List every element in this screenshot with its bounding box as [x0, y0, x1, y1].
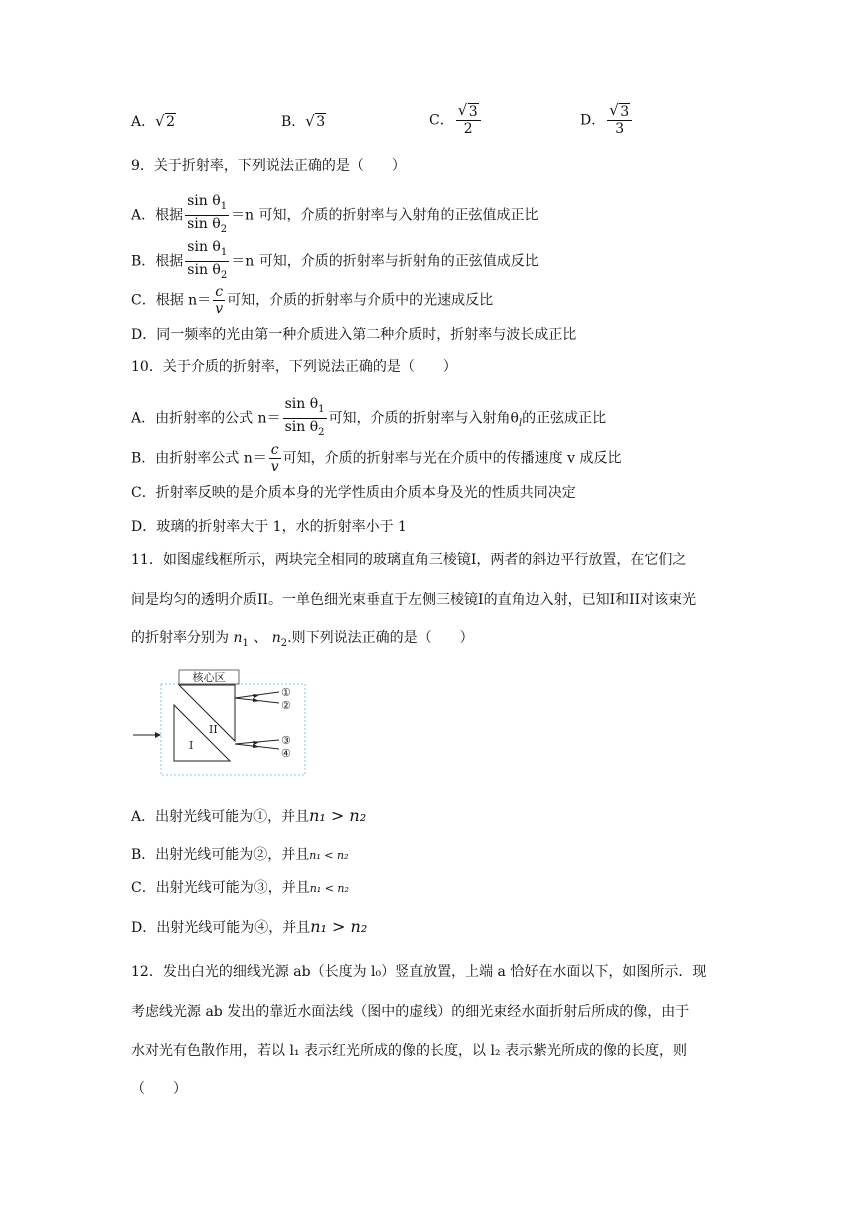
q12-line3: 水对光有色散作用，若以 l₁ 表示红光所成的像的长度，以 l₂ 表示紫光所成的像的长度，则: [131, 1043, 687, 1059]
q11-option-c: C．出射光线可能为③，并且n₁ < n₂: [131, 880, 349, 896]
q10-option-b: B．由折射率公式 n＝ $\frac{c}{v}$ 可知，介质的折射率与光在介质中的传播速度 v 成反比: [131, 442, 622, 475]
q11-line2: 间是均匀的透明介质II。一单色细光束垂直于左侧三棱镜I的直角边入射，已知I和II对该束光: [131, 592, 697, 608]
ray-3-label: ③: [281, 734, 291, 747]
q12-line1: 12．发出白光的细线光源 ab（长度为 l₀）竖直放置，上端 a 恰好在水面以下，如图所示．现: [131, 964, 707, 980]
prism-I-label: I: [189, 739, 194, 752]
q8-option-b: B． √ 3: [281, 112, 326, 130]
q11-line1: 11．如图虚线框所示，两块完全相同的玻璃直角三棱镜I，两者的斜边平行放置，在它们之: [131, 552, 687, 568]
q10-stem: 10．关于介质的折射率，下列说法正确的是（ ）: [131, 359, 457, 375]
q11-option-a: A．出射光线可能为①，并且n₁ > n₂: [131, 806, 367, 825]
q11-line3: 的折射率分别为 $n_1$ 、 $n_2$.则下列说法正确的是（ ）: [131, 630, 474, 649]
q12-line2: 考虑线光源 ab 发出的靠近水面法线（图中的虚线）的细光束经水面折射后所成的像，由于: [131, 1004, 690, 1020]
q10-option-d: D．玻璃的折射率大于 1，水的折射率小于 1: [131, 519, 407, 535]
q9-option-c: C．根据 n＝ $\frac{c}{v}$ 可知，介质的折射率与介质中的光速成反比: [131, 284, 494, 317]
q10-option-c: C．折射率反映的是介质本身的光学性质由介质本身及光的性质共同决定: [131, 485, 576, 501]
prism-figure: [131, 665, 306, 781]
q9-stem: 9．关于折射率，下列说法正确的是（ ）: [131, 158, 406, 174]
q10-option-a: A．由折射率的公式 n＝ $\frac{\sin \theta_1}{\sin \theta_2}$ 可知，介质的折射率与入射角$\theta_l$的正弦成正比: [131, 396, 607, 438]
ray-2-label: ②: [281, 699, 291, 712]
q11-option-d: D．出射光线可能为④，并且n₁ > n₂: [131, 917, 368, 936]
ray-1-label: ①: [281, 686, 291, 699]
q12-line4: （ ）: [131, 1081, 187, 1097]
q8-option-a: A． √ 2: [131, 112, 176, 130]
ray-4-label: ④: [281, 747, 291, 760]
figure-caption: 核心区: [192, 671, 226, 684]
q8-option-c: C． √ 3 2: [429, 104, 483, 137]
q9-option-a: A．根据 $\frac{\sin \theta_1}{\sin \theta_2}$ ＝n 可知，介质的折射率与入射角的正弦值成正比: [131, 193, 539, 235]
q9-option-d: D．同一频率的光由第一种介质进入第二种介质时，折射率与波长成正比: [131, 327, 577, 343]
q9-option-b: B．根据 $\frac{\sin \theta_1}{\sin \theta_2}$ ＝n 可知，介质的折射率与折射角的正弦值成反比: [131, 239, 539, 281]
q8-option-d: D． √ 3 3: [580, 104, 634, 137]
prism-II-label: II: [209, 723, 218, 736]
q11-option-b: B．出射光线可能为②，并且n₁ < n₂: [131, 847, 349, 863]
